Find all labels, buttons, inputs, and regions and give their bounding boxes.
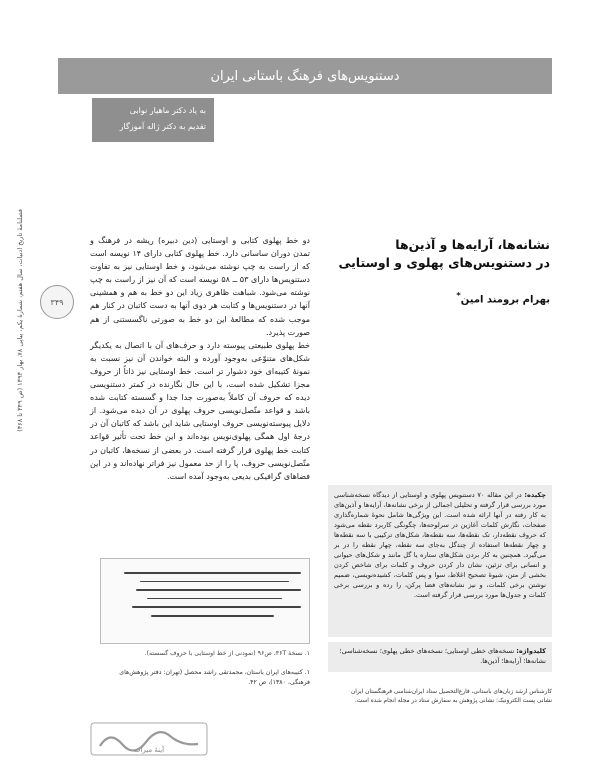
article-author <box>380 290 550 305</box>
author-footnotes <box>328 688 552 706</box>
script-line <box>132 606 301 608</box>
author-name: بهرام برومند امین <box>460 294 550 306</box>
page-number-badge <box>40 285 74 319</box>
article-title-line-2: در دستنویس‌های پهلوی و اوستایی <box>338 255 550 270</box>
journal-logo-mark <box>90 722 208 756</box>
dedication-line-1: به یاد دکتر ماهیار نوابی <box>129 106 206 115</box>
abstract-label: چکیده: <box>524 491 546 499</box>
dedication-line-2: تقدیم به دکتر ژاله آموزگار <box>119 122 206 131</box>
reference-footnote-text: ۱. کتیبه‌های ایران باستان، محمدتقی راشد محصل (تهران: دفتر پژوهش‌های فرهنگی، ۱۳۸۰)، ص ۴۲. <box>119 669 310 686</box>
side-running-text-label: فصلنامهٔ تاریخ ادبیات، سال هفتم، شمارهٔ یکم، پیاپی ۷۸، بهار ۱۳۹۳ (ص ۳۴۹ تا ۳۶۸) <box>16 208 24 432</box>
body-column <box>90 234 310 483</box>
script-line <box>147 598 281 600</box>
journal-logo-text: آینهٔ میراث <box>133 746 165 754</box>
journal-logo <box>90 722 208 756</box>
abstract-box <box>328 485 552 637</box>
keywords-text: نسخه‌های خطی اوستایی؛ نسخه‌های خطی پهلوی؛ نسخه‌شناسی؛ نشانه‌ها؛ آرایه‌ها؛ آذین‌ها. <box>339 647 546 665</box>
author-footnote-marker: * <box>456 290 461 300</box>
keywords-box <box>328 642 552 672</box>
keywords-label: کلیدواژه: <box>516 647 546 655</box>
script-line <box>136 589 301 591</box>
figure-caption <box>96 650 310 657</box>
manuscript-sample-image <box>100 558 310 644</box>
article-title <box>330 236 550 272</box>
figure-caption-text: ۱. نسخهٔ ۴۶T، ص۹۶ (نمودنی از خط اوستایی با حروف گسسته). <box>144 650 310 657</box>
abstract-text: در این مقاله ۷۰ دستنویس پهلوی و اوستایی از دیدگاه نسخه‌شناسی مورد بررسی قرار گرفته و تحلیلی اجمالی از برخی نشانه‌ها، آرایه‌ها و آذین‌های به کار رفته در آنها ارائه شده است. این ویژگی‌ها شامل نحوهٔ شماره‌گذاری صفحات، نگارش کلمات آغازین در سرلوحه‌ها، چگونگی کاربرد نقطه می‌شود که حروف نقطه‌دار، تک نقطه‌ها، سه نقطه‌ها، شکل‌های ترکیبی با سه نقطه‌ها و چهار نقطه‌ها استفاده از چندگل به‌جای سه نقطه، چهار نقطه را در بر می‌گیرد. همچنین به کار بردن شکل‌های ستاره یا گل مانند و شکل‌های حیوانی و انسانی برای تزئین، نشان دار کردن حروف و کلمات برای شاخص کردن بخشی از متن، شیوهٔ تصحیح اغلاط، سوا و پس کلمات، کشیده‌نویسی، ضمیم نوشتن برخی کلمات، و نیز نشانه‌های فضا پرکن، را رده و بررسی برخی کلمات و جدول‌ها مورد بررسی قرار گرفته است. <box>334 491 546 599</box>
script-line <box>140 581 290 583</box>
section-banner-title: دستنویس‌های فرهنگ باستانی ایران <box>210 68 400 84</box>
dedication-box <box>92 98 214 142</box>
script-line <box>124 572 301 574</box>
side-running-text <box>10 110 30 530</box>
section-banner <box>58 58 552 94</box>
body-paragraph-1: دو خط پهلوی کتابی و اوستایی (دین دبیره) ریشه در فرهنگ و تمدن دوران ساسانی دارد. خط پهلوی کتابی دارای ۱۴ نویسه است که از راست به چپ نوشته می‌شود، و خط اوستایی نیز به تفاوت دستنویس‌ها دارای ۵۳ ــ ۵۸ نویسه است که آن نیز از راست به چپ نوشته می‌شود. شباهت ظاهری زیاد این دو خط به هم و همشینی آنها در دستنویس‌ها و کتابت هر دوی آنها به دست کاتبان در کنار هم موجب شده که مطالعهٔ این دو خط به صورتی ناگسستنی از هم صورت پذیرد. <box>90 236 310 337</box>
author-email: نشانی پست الکترونیک: نشانی پژوهش به سفارش ستاد در مجله انجام شده است. <box>354 698 552 704</box>
article-title-line-1: نشانه‌ها، آرایه‌ها و آذین‌ها <box>395 237 550 252</box>
page-number: ۳۴۹ <box>50 297 64 307</box>
author-affiliation: کارشناس ارشد زبان‌های باستانی، فارغ‌التحصیل ستاد ایران‌شناسی فرهنگستان ایران <box>350 689 552 695</box>
body-paragraph-2: خط پهلوی طبیعتی پیوسته دارد و حرف‌های آن با اتصال به یکدیگر شکل‌های متنوّعی به‌وجود آورده و البته خواندن آن نیز نسبت به نمونهٔ کتیبه‌ای خود دشوار تر است. خط اوستایی نیز ذاتاً از حروف مجزا تشکیل شده است، با این حال نگارنده در کمتر دستنویسی دیده که حروف آن کاملاً به‌صورت جدا جدا و گسسته کتابت شده باشد و قواعد متّصل‌نویسی حروف پهلوی در آن دیده می‌شود. از دلایل پیوسته‌نویسی حروف اوستایی شاید این باشد که کاتبان آن در درجهٔ اول همگی پهلوی‌نویس بوده‌اند و این خط تحت تأثیر قواعد کتابت خط پهلوی قرار گرفته است. در بعضی از نسخه‌ها، کاتبان در متّصل‌نویسی حروف، پا را از حد معمول نیز فراتر نهاده‌اند و در این فضاهای گرافیکی بدیعی به‌وجود آمده است. <box>90 340 310 481</box>
reference-footnote <box>96 668 310 688</box>
script-line <box>151 615 274 617</box>
